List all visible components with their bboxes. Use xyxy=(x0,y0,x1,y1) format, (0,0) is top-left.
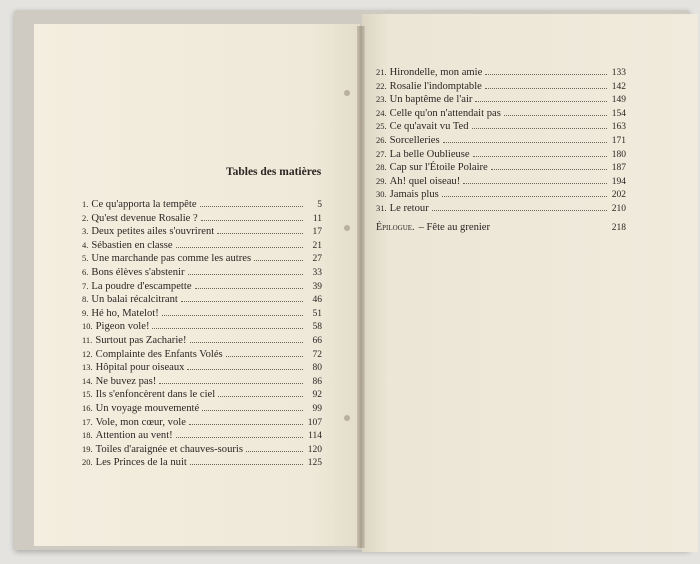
epilogue-heading: Épilogue. xyxy=(376,221,415,233)
chapter-number: 17. xyxy=(82,416,93,427)
page-number: 33 xyxy=(312,267,322,278)
toc-entry xyxy=(82,429,322,443)
chapter-number: 3. xyxy=(82,226,89,237)
page-number: 149 xyxy=(611,95,626,106)
page-number: 142 xyxy=(611,81,626,92)
chapter-title: Hôpital pour oiseaux xyxy=(95,362,185,374)
chapter-number: 2. xyxy=(82,212,89,223)
chapter-number: 24. xyxy=(376,107,387,118)
chapter-title: Jamais plus xyxy=(389,189,439,201)
toc-list-right xyxy=(376,66,626,234)
chapter-title: Ce qu'apporta la tempête xyxy=(91,199,197,210)
chapter-title: Qu'est devenue Rosalie ? xyxy=(91,212,198,224)
chapter-title: Un baptême de l'air xyxy=(389,94,473,106)
toc-entry xyxy=(82,293,322,307)
chapter-number: 16. xyxy=(82,402,93,413)
dot-leader xyxy=(472,120,607,129)
page-number: 218 xyxy=(611,222,626,233)
chapter-title: Bons élèves s'abstenir xyxy=(91,266,185,278)
chapter-title: Hirondelle, mon amie xyxy=(389,67,483,78)
chapter-title: La belle Oublieuse xyxy=(389,148,470,160)
page-number: 163 xyxy=(611,122,626,133)
dot-leader xyxy=(226,348,303,357)
toc-entry xyxy=(376,80,626,94)
dot-leader xyxy=(162,307,303,316)
page-number: 21 xyxy=(312,240,322,251)
page-number: 27 xyxy=(312,254,322,265)
dot-leader xyxy=(443,134,607,143)
chapter-title: Hé ho, Matelot! xyxy=(91,307,159,319)
epilogue-title: – Fête au grenier xyxy=(418,221,491,233)
page-number: 154 xyxy=(611,108,626,119)
toc-entry xyxy=(82,198,322,212)
toc-entry xyxy=(82,225,322,239)
page-number: 171 xyxy=(611,135,626,146)
page-number: 72 xyxy=(312,349,322,360)
toc-entry xyxy=(376,175,626,189)
page-number: 107 xyxy=(307,417,322,428)
page-number: 99 xyxy=(312,403,322,414)
toc-entry xyxy=(376,188,626,202)
toc-entry xyxy=(82,252,322,266)
toc-entry xyxy=(82,388,322,402)
toc-entry xyxy=(82,402,322,416)
toc-entry xyxy=(82,307,322,321)
page-number: 194 xyxy=(611,176,626,187)
dot-leader xyxy=(475,93,607,102)
toc-entry xyxy=(82,416,322,430)
binding-stitch xyxy=(344,415,350,421)
toc-entry xyxy=(82,266,322,280)
dot-leader xyxy=(176,239,303,248)
chapter-number: 1. xyxy=(82,199,89,209)
binding-stitch xyxy=(344,225,350,231)
chapter-number: 15. xyxy=(82,389,93,400)
page-number: 125 xyxy=(307,458,322,469)
page-number: 39 xyxy=(312,281,322,292)
page-number: 58 xyxy=(312,322,322,333)
dot-leader xyxy=(190,334,303,343)
chapter-number: 28. xyxy=(376,162,387,173)
page-number: 66 xyxy=(312,335,322,346)
chapter-title: Les Princes de la nuit xyxy=(95,457,187,469)
dot-leader xyxy=(432,202,607,211)
page-number: 80 xyxy=(312,363,322,374)
toc-entry xyxy=(376,120,626,134)
chapter-number: 9. xyxy=(82,307,89,318)
dot-leader xyxy=(504,107,607,116)
chapter-number: 14. xyxy=(82,375,93,386)
dot-leader xyxy=(195,280,303,289)
chapter-number: 21. xyxy=(376,67,387,77)
page-number: 5 xyxy=(317,200,322,210)
chapter-number: 12. xyxy=(82,348,93,359)
toc-entry xyxy=(82,443,322,457)
page-number: 17 xyxy=(312,227,322,238)
chapter-title: Cap sur l'Étoile Polaire xyxy=(389,162,488,174)
chapter-number: 26. xyxy=(376,134,387,145)
chapter-title: Attention au vent! xyxy=(95,430,173,442)
chapter-number: 29. xyxy=(376,175,387,186)
chapter-title: Vole, mon cœur, vole xyxy=(95,416,186,428)
chapter-number: 18. xyxy=(82,430,93,441)
chapter-title: Celle qu'on n'attendait pas xyxy=(389,107,501,119)
page-number: 133 xyxy=(611,68,626,78)
page-number: 120 xyxy=(307,444,322,455)
dot-leader xyxy=(152,320,303,329)
toc-entry xyxy=(82,334,322,348)
chapter-title: Une marchande pas comme les autres xyxy=(91,253,252,265)
chapter-title: Ah! quel oiseau! xyxy=(389,175,461,187)
page-number: 11 xyxy=(312,213,322,224)
chapter-number: 20. xyxy=(82,457,93,468)
chapter-number: 25. xyxy=(376,121,387,132)
chapter-title: Sorcelleries xyxy=(389,134,440,146)
chapter-title: La poudre d'escampette xyxy=(91,280,192,292)
dot-leader xyxy=(491,161,607,170)
toc-entry xyxy=(376,66,626,80)
chapter-number: 22. xyxy=(376,80,387,91)
dot-leader xyxy=(246,443,303,452)
binding-stitch xyxy=(344,90,350,96)
dot-leader xyxy=(187,361,303,370)
dot-leader xyxy=(176,429,303,438)
toc-entry xyxy=(376,134,626,148)
dot-leader xyxy=(485,66,607,75)
toc-entry xyxy=(376,202,626,216)
chapter-title: Deux petites ailes s'ouvrirent xyxy=(91,226,215,238)
dot-leader xyxy=(254,252,303,261)
chapter-number: 7. xyxy=(82,280,89,291)
chapter-number: 23. xyxy=(376,94,387,105)
toc-entry xyxy=(376,148,626,162)
page-number: 114 xyxy=(308,431,322,442)
chapter-title: Ne buvez pas! xyxy=(95,375,157,387)
page-number: 202 xyxy=(611,190,626,201)
dot-leader xyxy=(190,456,303,465)
chapter-title: Rosalie l'indomptable xyxy=(389,80,482,92)
toc-entry xyxy=(82,361,322,375)
dot-leader xyxy=(463,175,607,184)
chapter-number: 5. xyxy=(82,253,89,264)
toc-entry-epilogue xyxy=(376,221,626,235)
page-number: 210 xyxy=(611,203,626,214)
chapter-title: Pigeon vole! xyxy=(95,321,150,333)
dot-leader xyxy=(188,266,304,275)
chapter-number: 27. xyxy=(376,148,387,159)
toc-entry xyxy=(376,161,626,175)
page-number: 92 xyxy=(312,390,322,401)
chapter-number: 4. xyxy=(82,239,89,250)
chapter-title: Sébastien en classe xyxy=(91,239,173,251)
page-number: 86 xyxy=(312,376,322,387)
dot-leader xyxy=(189,416,303,425)
chapter-title: Un voyage mouvementé xyxy=(95,402,200,414)
dot-leader xyxy=(201,212,303,221)
book-spine xyxy=(357,26,365,548)
toc-entry xyxy=(82,456,322,470)
toc-entry xyxy=(82,320,322,334)
chapter-title: Ils s'enfoncèrent dans le ciel xyxy=(95,389,216,401)
dot-leader xyxy=(217,225,303,234)
dot-leader xyxy=(181,293,303,302)
dot-leader xyxy=(200,198,303,207)
chapter-title: Ce qu'avait vu Ted xyxy=(389,121,469,133)
chapter-number: 30. xyxy=(376,189,387,200)
toc-entry xyxy=(82,375,322,389)
chapter-title: Complainte des Enfants Volés xyxy=(95,348,223,360)
dot-leader xyxy=(159,375,303,384)
chapter-number: 13. xyxy=(82,362,93,373)
chapter-title: Toiles d'araignée et chauves-souris xyxy=(95,443,243,455)
chapter-title: Un balai récalcitrant xyxy=(91,294,178,306)
toc-list-left xyxy=(82,198,322,470)
toc-entry xyxy=(376,93,626,107)
page-number: 180 xyxy=(611,149,626,160)
toc-entry xyxy=(82,280,322,294)
toc-entry xyxy=(82,239,322,253)
toc-entry xyxy=(82,212,322,226)
toc-entry xyxy=(376,107,626,121)
page-number: 46 xyxy=(312,295,322,306)
dot-leader xyxy=(218,388,303,397)
page-number: 187 xyxy=(611,163,626,174)
chapter-number: 19. xyxy=(82,443,93,454)
chapter-number: 8. xyxy=(82,294,89,305)
dot-leader xyxy=(442,188,607,197)
dot-leader xyxy=(485,80,607,89)
chapter-number: 6. xyxy=(82,266,89,277)
page-number: 51 xyxy=(312,308,322,319)
dot-leader xyxy=(473,148,607,157)
chapter-title: Le retour xyxy=(389,202,429,214)
chapter-number: 11. xyxy=(82,334,93,345)
toc-title: Tables des matières xyxy=(226,166,322,178)
chapter-number: 10. xyxy=(82,321,93,332)
toc-entry xyxy=(82,348,322,362)
chapter-title: Surtout pas Zacharie! xyxy=(95,334,187,346)
chapter-number: 31. xyxy=(376,202,387,213)
dot-leader xyxy=(202,402,303,411)
